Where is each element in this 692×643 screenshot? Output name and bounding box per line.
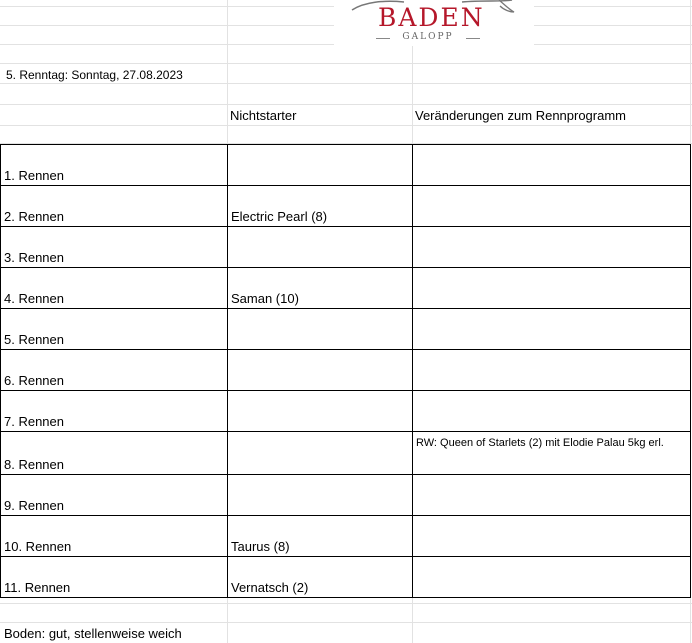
table-row	[1, 557, 691, 598]
non-starter-cell: Taurus (8)	[228, 516, 413, 557]
meeting-title: 5. Renntag: Sonntag, 27.08.2023	[6, 68, 183, 82]
race-name: 5. Rennen	[1, 309, 228, 350]
non-starter-cell	[228, 432, 413, 475]
table-row	[1, 309, 691, 350]
gridline	[0, 622, 692, 623]
change-cell	[413, 475, 691, 516]
non-starter-cell	[228, 145, 413, 186]
change-cell	[413, 309, 691, 350]
non-starter-cell: Vernatsch (2)	[228, 557, 413, 598]
race-name: 6. Rennen	[1, 350, 228, 391]
header-non-starters: Nichtstarter	[230, 108, 297, 123]
non-starter-cell	[228, 227, 413, 268]
race-name: 10. Rennen	[1, 516, 228, 557]
change-cell	[413, 186, 691, 227]
race-name: 7. Rennen	[1, 391, 228, 432]
non-starter-cell: Saman (10)	[228, 268, 413, 309]
gridline	[0, 83, 692, 84]
non-starter-cell	[228, 350, 413, 391]
gridline	[0, 603, 692, 604]
change-cell: RW: Queen of Starlets (2) mit Elodie Palau 5kg erl.	[413, 432, 691, 475]
ground-condition: Boden: gut, stellenweise weich	[4, 626, 182, 641]
change-cell	[413, 557, 691, 598]
race-name: 2. Rennen	[1, 186, 228, 227]
gridline	[0, 125, 692, 126]
logo-subtitle: GALOPP	[402, 32, 454, 42]
non-starter-cell	[228, 475, 413, 516]
change-cell	[413, 516, 691, 557]
logo-wordmark: BADEN	[378, 3, 485, 32]
change-cell	[413, 391, 691, 432]
table-row	[1, 432, 691, 475]
table-row	[1, 145, 691, 186]
table-row	[1, 350, 691, 391]
table-row	[1, 186, 691, 227]
table-row	[1, 268, 691, 309]
change-cell	[413, 268, 691, 309]
race-name: 9. Rennen	[1, 475, 228, 516]
race-name: 3. Rennen	[1, 227, 228, 268]
non-starter-cell	[228, 391, 413, 432]
table-row	[1, 516, 691, 557]
change-cell	[413, 145, 691, 186]
non-starter-cell	[228, 309, 413, 350]
race-name: 1. Rennen	[1, 145, 228, 186]
gridline	[0, 104, 692, 105]
header-changes: Veränderungen zum Rennprogramm	[415, 108, 627, 123]
table-row	[1, 391, 691, 432]
table-row	[1, 475, 691, 516]
non-starter-cell: Electric Pearl (8)	[228, 186, 413, 227]
change-cell	[413, 227, 691, 268]
race-table	[0, 144, 691, 598]
logo-rule	[466, 38, 480, 39]
race-name: 8. Rennen	[1, 432, 228, 475]
table-row	[1, 227, 691, 268]
gridline	[0, 63, 692, 64]
change-cell	[413, 350, 691, 391]
baden-galopp-logo	[334, 0, 534, 46]
race-name: 4. Rennen	[1, 268, 228, 309]
race-name: 11. Rennen	[1, 557, 228, 598]
